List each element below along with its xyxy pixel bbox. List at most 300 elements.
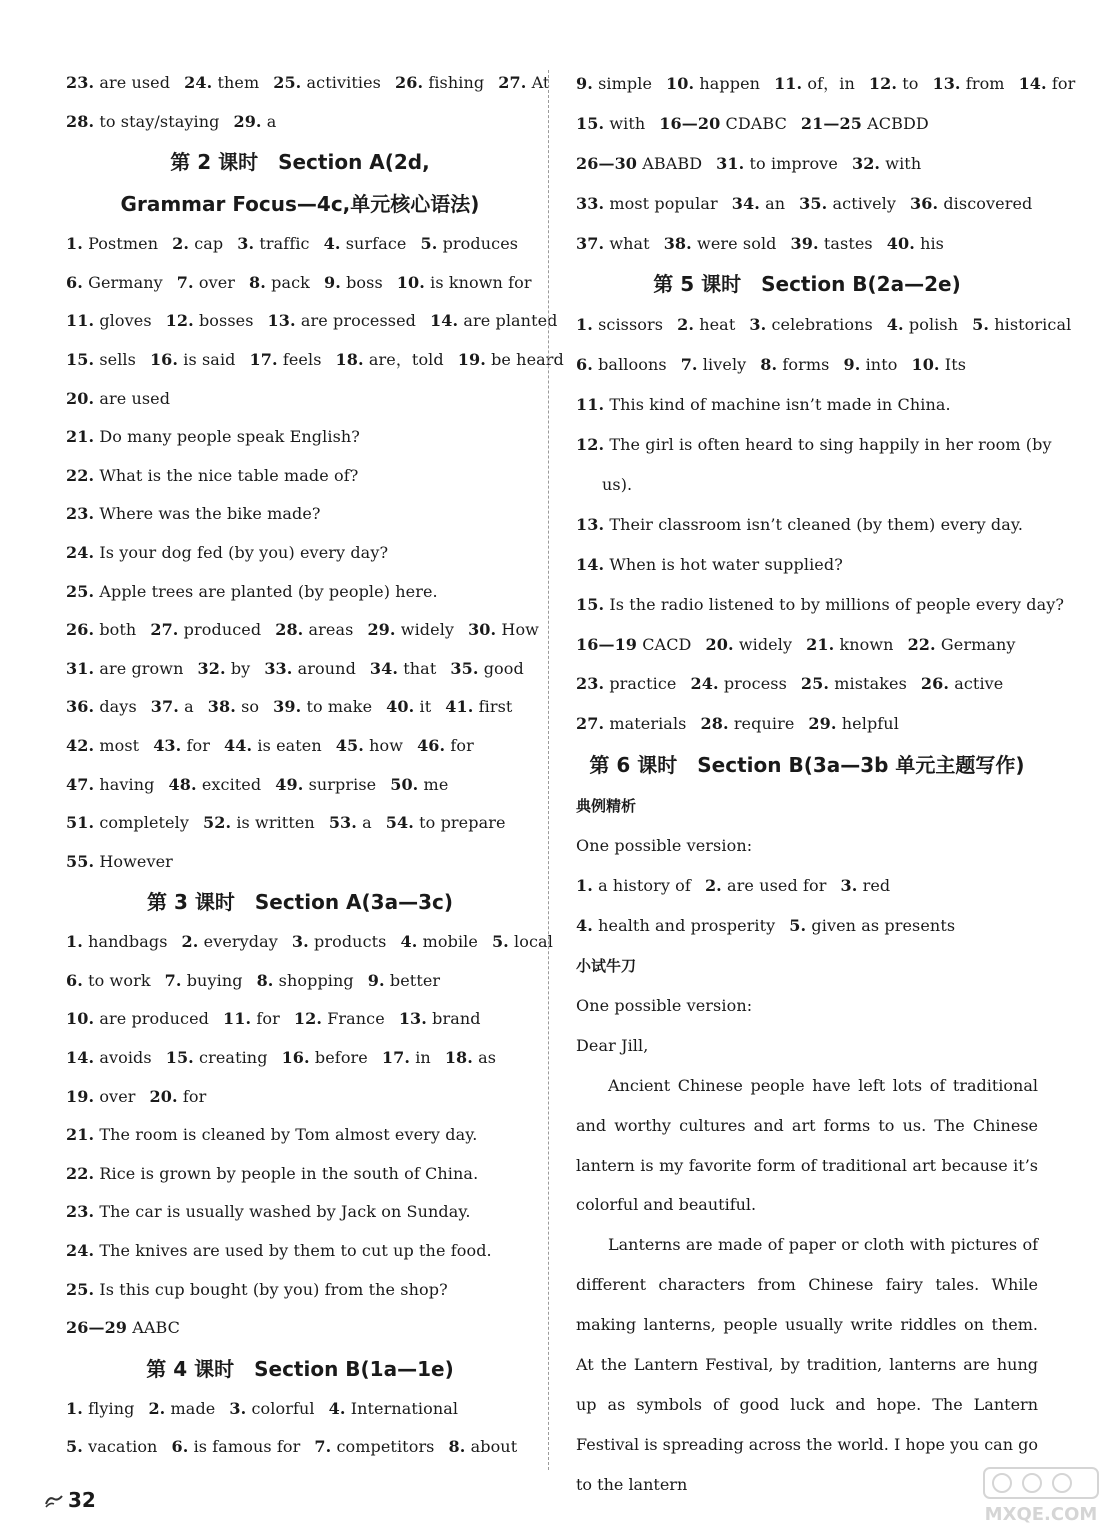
- answer-item: [576, 635, 692, 654]
- answer-number: 22.: [66, 1163, 95, 1183]
- answer-text: flying: [88, 1398, 135, 1418]
- answer-text: activities: [306, 73, 381, 92]
- answer-item: [66, 504, 321, 523]
- answer-number: 26—29: [66, 1318, 128, 1338]
- answer-text: Its: [944, 355, 967, 375]
- answer-item: [576, 876, 691, 895]
- answer-text: given as presents: [811, 916, 956, 936]
- answer-number: 35.: [799, 193, 828, 213]
- answer-text: Apple trees are planted (by people) here.: [99, 581, 438, 601]
- answer-text: are used: [99, 73, 171, 92]
- answer-text: completely: [99, 813, 189, 833]
- answer-line: [576, 64, 1076, 104]
- answer-number: 28.: [66, 111, 95, 131]
- answer-item: [237, 234, 309, 253]
- answer-line: [66, 611, 539, 650]
- answer-item: [576, 194, 718, 213]
- answer-item: [801, 114, 929, 133]
- answer-item: [576, 916, 775, 935]
- answer-item: [66, 427, 360, 446]
- answer-item: [445, 1048, 496, 1067]
- answer-item: [576, 714, 686, 733]
- answer-item: [66, 736, 139, 755]
- answer-item: [908, 635, 1016, 654]
- answer-item: [233, 112, 276, 131]
- answer-line: [576, 664, 1038, 704]
- answer-item: [66, 350, 136, 369]
- answer-text: require: [733, 714, 795, 734]
- answer-item: [576, 154, 702, 173]
- answer-text: simple: [598, 74, 653, 93]
- answer-item: [691, 674, 787, 693]
- answer-number: 26.: [394, 73, 424, 92]
- answer-text: is said: [183, 349, 236, 369]
- answer-number: 50.: [390, 774, 419, 794]
- answer-text: surprise: [308, 774, 377, 794]
- answer-number: 29.: [808, 714, 837, 734]
- answer-item: [275, 620, 353, 639]
- answer-item: [449, 1437, 518, 1456]
- answer-item: [208, 697, 259, 716]
- answer-item: [910, 194, 1032, 213]
- answer-text: CACD: [642, 634, 692, 654]
- answer-text: local: [514, 932, 553, 952]
- answer-text: tastes: [823, 233, 873, 253]
- answer-item: [66, 273, 163, 292]
- answer-text: This kind of machine isn’t made in China.: [609, 395, 951, 415]
- answer-text: first: [478, 697, 513, 717]
- answer-item: [292, 932, 387, 951]
- answer-item: [386, 697, 431, 716]
- answer-text: bosses: [198, 311, 254, 331]
- answer-item: [843, 355, 897, 374]
- answer-number: 46.: [417, 735, 446, 755]
- answer-text: avoids: [99, 1048, 152, 1068]
- answer-number: 24.: [66, 1241, 95, 1261]
- answer-number: 51.: [66, 813, 95, 833]
- answer-text: a: [184, 697, 194, 717]
- answer-number: 22.: [907, 634, 936, 654]
- answer-line: [66, 302, 558, 341]
- answer-number: 25.: [66, 581, 95, 601]
- answer-text: colorful: [251, 1398, 315, 1418]
- answer-text: into: [865, 355, 898, 375]
- answer-number: 8.: [256, 970, 274, 990]
- answer-line: [66, 1390, 534, 1429]
- answer-text: of，in: [807, 74, 855, 93]
- answer-number: 24.: [184, 73, 213, 92]
- answer-text: materials: [609, 714, 687, 734]
- answer-item: [66, 389, 170, 408]
- answer-item: [932, 74, 1004, 93]
- answer-text: boss: [346, 272, 383, 292]
- answer-number: 35.: [450, 658, 479, 678]
- answer-text: good: [483, 658, 524, 678]
- answer-number: 15.: [576, 113, 605, 133]
- answer-item: [576, 515, 1023, 534]
- answer-item: [887, 315, 958, 334]
- answer-number: 32.: [851, 153, 881, 173]
- answer-item: [203, 813, 315, 832]
- answer-number: 27.: [498, 73, 527, 92]
- answer-item: [972, 315, 1071, 334]
- answer-number: 54.: [385, 813, 414, 833]
- answer-text: ABABD: [642, 153, 703, 173]
- answer-text: traffic: [259, 234, 310, 254]
- answer-text: his: [920, 233, 944, 253]
- answer-item: [498, 73, 549, 92]
- answer-number: 16.: [281, 1048, 310, 1068]
- answer-number: 17.: [249, 349, 278, 369]
- answer-item: [716, 154, 838, 173]
- answer-number: 1.: [66, 234, 83, 254]
- answer-item: [801, 674, 907, 693]
- answer-item: [705, 876, 827, 895]
- answer-line: [66, 1039, 534, 1078]
- answer-item: [450, 659, 523, 678]
- answer-item: [153, 736, 210, 755]
- answer-item: [66, 1009, 209, 1028]
- answer-item: [166, 311, 254, 330]
- answer-text: having: [99, 774, 155, 794]
- answer-item: [66, 1280, 448, 1299]
- answer-item: [576, 435, 1052, 454]
- answer-number: 4.: [328, 1398, 346, 1418]
- answer-text: Germany: [88, 272, 163, 292]
- answer-number: 33.: [264, 658, 293, 678]
- answer-number: 10.: [66, 1009, 95, 1029]
- answer-number: 12.: [165, 311, 194, 331]
- answer-text: an: [765, 193, 786, 213]
- answer-number: 32.: [197, 658, 226, 678]
- answer-text: Rice is grown by people in the south of China.: [99, 1163, 479, 1183]
- answer-item: [268, 311, 416, 330]
- answer-number: 8.: [249, 272, 266, 292]
- answer-text: a history of: [598, 876, 691, 896]
- answer-number: 19.: [66, 1086, 95, 1106]
- answer-line: [66, 1078, 534, 1117]
- answer-item: [468, 620, 539, 639]
- answer-line: [576, 385, 1038, 425]
- answer-number: 14.: [430, 311, 459, 331]
- answer-text: most popular: [609, 193, 718, 213]
- answer-item: [264, 659, 356, 678]
- answer-number: 36.: [66, 697, 95, 717]
- answer-text: around: [297, 658, 356, 678]
- lesson-heading: 第 5 课时 Section B(2a—2e): [653, 272, 961, 297]
- answer-item: [198, 659, 251, 678]
- answer-item: [774, 74, 855, 93]
- answer-number: 3.: [840, 876, 858, 896]
- answer-text: so: [241, 697, 260, 717]
- answer-text: to make: [306, 697, 373, 717]
- answer-text: for: [182, 1086, 207, 1106]
- answer-item: [168, 775, 261, 794]
- answer-item: [273, 73, 381, 92]
- answer-number: 16—20: [659, 113, 721, 133]
- answer-number: 12.: [576, 435, 605, 455]
- answer-number: 53.: [328, 813, 357, 833]
- answer-number: 1.: [66, 932, 83, 952]
- answer-number: 44.: [224, 735, 253, 755]
- answer-line: [66, 1428, 534, 1467]
- answer-text: feels: [282, 349, 322, 369]
- answer-number: 6.: [171, 1437, 189, 1457]
- answer-number: 16.: [149, 349, 179, 369]
- answer-text: a: [266, 111, 277, 131]
- answer-number: 36.: [910, 193, 939, 213]
- answer-number: 4.: [576, 916, 593, 936]
- answer-item: [66, 1437, 157, 1456]
- answer-text: International: [350, 1398, 459, 1418]
- answer-line: [576, 545, 1038, 585]
- answer-text: lively: [702, 355, 747, 375]
- answer-number: 11.: [223, 1009, 252, 1029]
- answer-line: [66, 923, 553, 962]
- answer-text: to work: [88, 970, 151, 990]
- answer-item: [184, 73, 259, 92]
- answer-line: [576, 345, 1038, 385]
- answer-number: 10.: [396, 272, 425, 292]
- answer-number: 20.: [149, 1086, 178, 1106]
- answer-item: [66, 1241, 492, 1260]
- answer-number: 9.: [367, 970, 385, 990]
- answer-line: [576, 305, 1072, 345]
- answer-text: buying: [186, 970, 243, 990]
- answer-text: are produced: [99, 1009, 210, 1029]
- answer-number: 8.: [448, 1437, 466, 1457]
- answer-text: The room is cleaned by Tom almost every day.: [99, 1125, 478, 1145]
- answer-number: 52.: [202, 813, 232, 833]
- answer-line: [66, 650, 534, 689]
- answer-text: known: [839, 634, 894, 654]
- answer-text: them: [217, 73, 260, 92]
- answer-number: 26.: [66, 620, 95, 640]
- answer-text: helpful: [841, 714, 899, 734]
- answer-text: for: [450, 735, 474, 755]
- answer-text: Germany: [940, 634, 1016, 654]
- answer-number: 21—25: [800, 113, 862, 133]
- answer-item: [66, 1125, 477, 1144]
- answer-text: cap: [194, 234, 224, 254]
- answer-number: 3.: [229, 1398, 247, 1418]
- answer-item: [576, 555, 843, 574]
- left-column: [66, 64, 564, 1467]
- answer-text: to prepare: [419, 813, 506, 833]
- answer-text: excited: [201, 774, 262, 794]
- answer-text: be heard: [491, 349, 564, 369]
- answer-line: [66, 804, 534, 843]
- answer-item: [171, 1437, 300, 1456]
- answer-text: ACBDD: [867, 113, 929, 133]
- answer-item: [576, 395, 951, 414]
- answer-item: [66, 311, 152, 330]
- answer-number: 5.: [972, 315, 990, 335]
- answer-text: produced: [183, 620, 262, 640]
- plain-text-line: Dear Jill,: [576, 1035, 649, 1055]
- answer-number: 12.: [868, 74, 898, 93]
- answer-line: [576, 425, 1052, 465]
- answer-item: [273, 697, 372, 716]
- answer-text: before: [314, 1048, 368, 1068]
- answer-item: [681, 355, 747, 374]
- answer-number: 28.: [275, 620, 304, 640]
- answer-item: [1019, 74, 1076, 93]
- answer-item: [329, 1399, 459, 1418]
- answer-text: France: [327, 1009, 385, 1029]
- answer-line: [66, 843, 534, 882]
- answer-item: [806, 635, 893, 654]
- answer-text: heat: [699, 315, 736, 335]
- answer-item: [336, 736, 403, 755]
- answer-text: Do many people speak English?: [99, 427, 360, 447]
- answer-item: [390, 775, 448, 794]
- answer-continuation: us).: [602, 475, 633, 495]
- answer-text: However: [99, 851, 173, 871]
- answer-line: [66, 1232, 534, 1271]
- answer-line: [66, 225, 534, 264]
- answer-item: [282, 1048, 368, 1067]
- answer-line: [66, 1193, 534, 1232]
- answer-number: 24.: [690, 674, 719, 694]
- answer-item: [66, 1318, 180, 1337]
- letter-paragraph-1-wrap: [576, 1066, 1038, 1226]
- answer-number: 3.: [237, 234, 255, 254]
- answer-item: [749, 315, 872, 334]
- answer-number: 14.: [1018, 74, 1047, 93]
- answer-number: 38.: [663, 233, 692, 253]
- answer-number: 10.: [911, 355, 940, 375]
- answer-text: balloons: [598, 355, 667, 375]
- answer-item: [66, 73, 170, 92]
- answer-text: is known for: [430, 272, 532, 292]
- answer-item: [275, 775, 376, 794]
- answer-item: [382, 1048, 431, 1067]
- answer-item: [336, 350, 444, 369]
- answer-line: [66, 457, 534, 496]
- answer-number: 55.: [66, 851, 95, 871]
- answer-text: days: [99, 697, 137, 717]
- answer-item: [66, 852, 173, 871]
- right-column: [576, 64, 1076, 1494]
- answer-text: forms: [782, 355, 830, 375]
- answer-number: 2.: [677, 315, 695, 335]
- answer-text: is eaten: [257, 735, 322, 755]
- answer-item: [150, 350, 236, 369]
- answer-text: for: [186, 735, 211, 755]
- answer-item: [659, 114, 787, 133]
- answer-number: 34.: [731, 193, 760, 213]
- answer-text: Is your dog fed (by you) every day?: [99, 542, 389, 562]
- lesson-heading: 第 6 课时 Section B(3a—3b 单元主题写作): [589, 753, 1025, 778]
- lesson-heading: Grammar Focus—4c,单元核心语法): [120, 192, 480, 217]
- answer-number: 1.: [576, 876, 593, 896]
- answer-number: 5.: [491, 932, 509, 952]
- answer-number: 23.: [66, 73, 95, 92]
- answer-text: areas: [308, 620, 354, 640]
- answer-text: mistakes: [834, 674, 907, 694]
- answer-item: [445, 697, 512, 716]
- answer-line: [66, 495, 534, 534]
- answer-number: 6.: [66, 970, 83, 990]
- answer-text: surface: [345, 234, 407, 254]
- answer-text: to stay/staying: [99, 111, 220, 131]
- answer-number: 23.: [66, 1202, 95, 1222]
- answer-item: [66, 659, 184, 678]
- answer-text: The girl is often heard to sing happily in her room (by: [609, 435, 1052, 455]
- letter-paragraph-1: Ancient Chinese people have left lots of traditional and worthy cultures and art forms to us. The Chinese lantern is my favorite form of traditional art because it’s colorful and beautiful.: [576, 1075, 1038, 1215]
- answer-number: 28.: [700, 714, 729, 734]
- answer-item: [66, 466, 358, 485]
- answer-number: 3.: [291, 932, 309, 952]
- answer-line: [576, 866, 1038, 906]
- answer-item: [789, 916, 955, 935]
- answer-item: [66, 543, 388, 562]
- answer-number: 9.: [576, 74, 593, 93]
- answer-number: 8.: [760, 355, 778, 375]
- answer-text: what: [609, 233, 650, 253]
- answer-text: scissors: [598, 315, 664, 335]
- answer-number: 23.: [576, 674, 605, 694]
- section-subheading: 小试牛刀: [576, 956, 637, 975]
- answer-number: 29.: [367, 620, 396, 640]
- answer-item: [869, 74, 919, 93]
- answer-number: 38.: [207, 697, 236, 717]
- answer-number: 15.: [576, 594, 605, 614]
- answer-item: [182, 932, 278, 951]
- letter-paragraph-2: Lanterns are made of paper or cloth with pictures of different characters from Chinese fairy tales. While making lanterns, people usually write riddles on them. At the Lantern Festival, by tradition, lanterns are hung up as symbols of good luck and hope. The Lantern Festival is spreading across the world. I hope you can go to the lantern: [576, 1235, 1038, 1494]
- answer-text: over: [99, 1086, 136, 1106]
- answer-text: were sold: [697, 233, 777, 253]
- answer-item: [921, 674, 1003, 693]
- answer-text: better: [389, 970, 441, 990]
- answer-text: creating: [199, 1048, 268, 1068]
- answer-item: [151, 697, 194, 716]
- answer-text: At: [531, 73, 550, 92]
- answer-line: [66, 766, 534, 805]
- answer-line: [576, 906, 1038, 946]
- answer-item: [367, 620, 454, 639]
- answer-text: historical: [994, 315, 1072, 335]
- answer-text: made: [170, 1398, 216, 1418]
- answer-item: [66, 112, 219, 131]
- answer-number: 2.: [181, 932, 199, 952]
- answer-number: 25.: [66, 1279, 95, 1299]
- answer-number: 42.: [66, 735, 95, 755]
- answer-text: actively: [832, 193, 897, 213]
- answer-number: 37.: [576, 233, 605, 253]
- answer-item: [229, 1399, 314, 1418]
- answer-text: with: [885, 153, 922, 173]
- answer-number: 26.: [920, 674, 950, 694]
- answer-item: [324, 273, 383, 292]
- lesson-heading: 第 4 课时 Section B(1a—1e): [146, 1356, 454, 1381]
- answer-number: 48.: [168, 774, 197, 794]
- answer-line: [66, 573, 534, 612]
- answer-text: red: [862, 876, 891, 896]
- answer-line: [66, 264, 534, 303]
- answer-text: from: [965, 74, 1005, 93]
- answer-item: [852, 154, 921, 173]
- answer-text: CDABC: [725, 113, 787, 133]
- answer-item: [368, 971, 440, 990]
- answer-number: 4.: [400, 932, 418, 952]
- answer-number: 18.: [335, 349, 364, 369]
- answer-number: 27.: [576, 714, 605, 734]
- answer-number: 47.: [66, 774, 95, 794]
- answer-item: [66, 932, 168, 951]
- answer-text: Their classroom isn’t cleaned (by them) every day.: [609, 514, 1024, 534]
